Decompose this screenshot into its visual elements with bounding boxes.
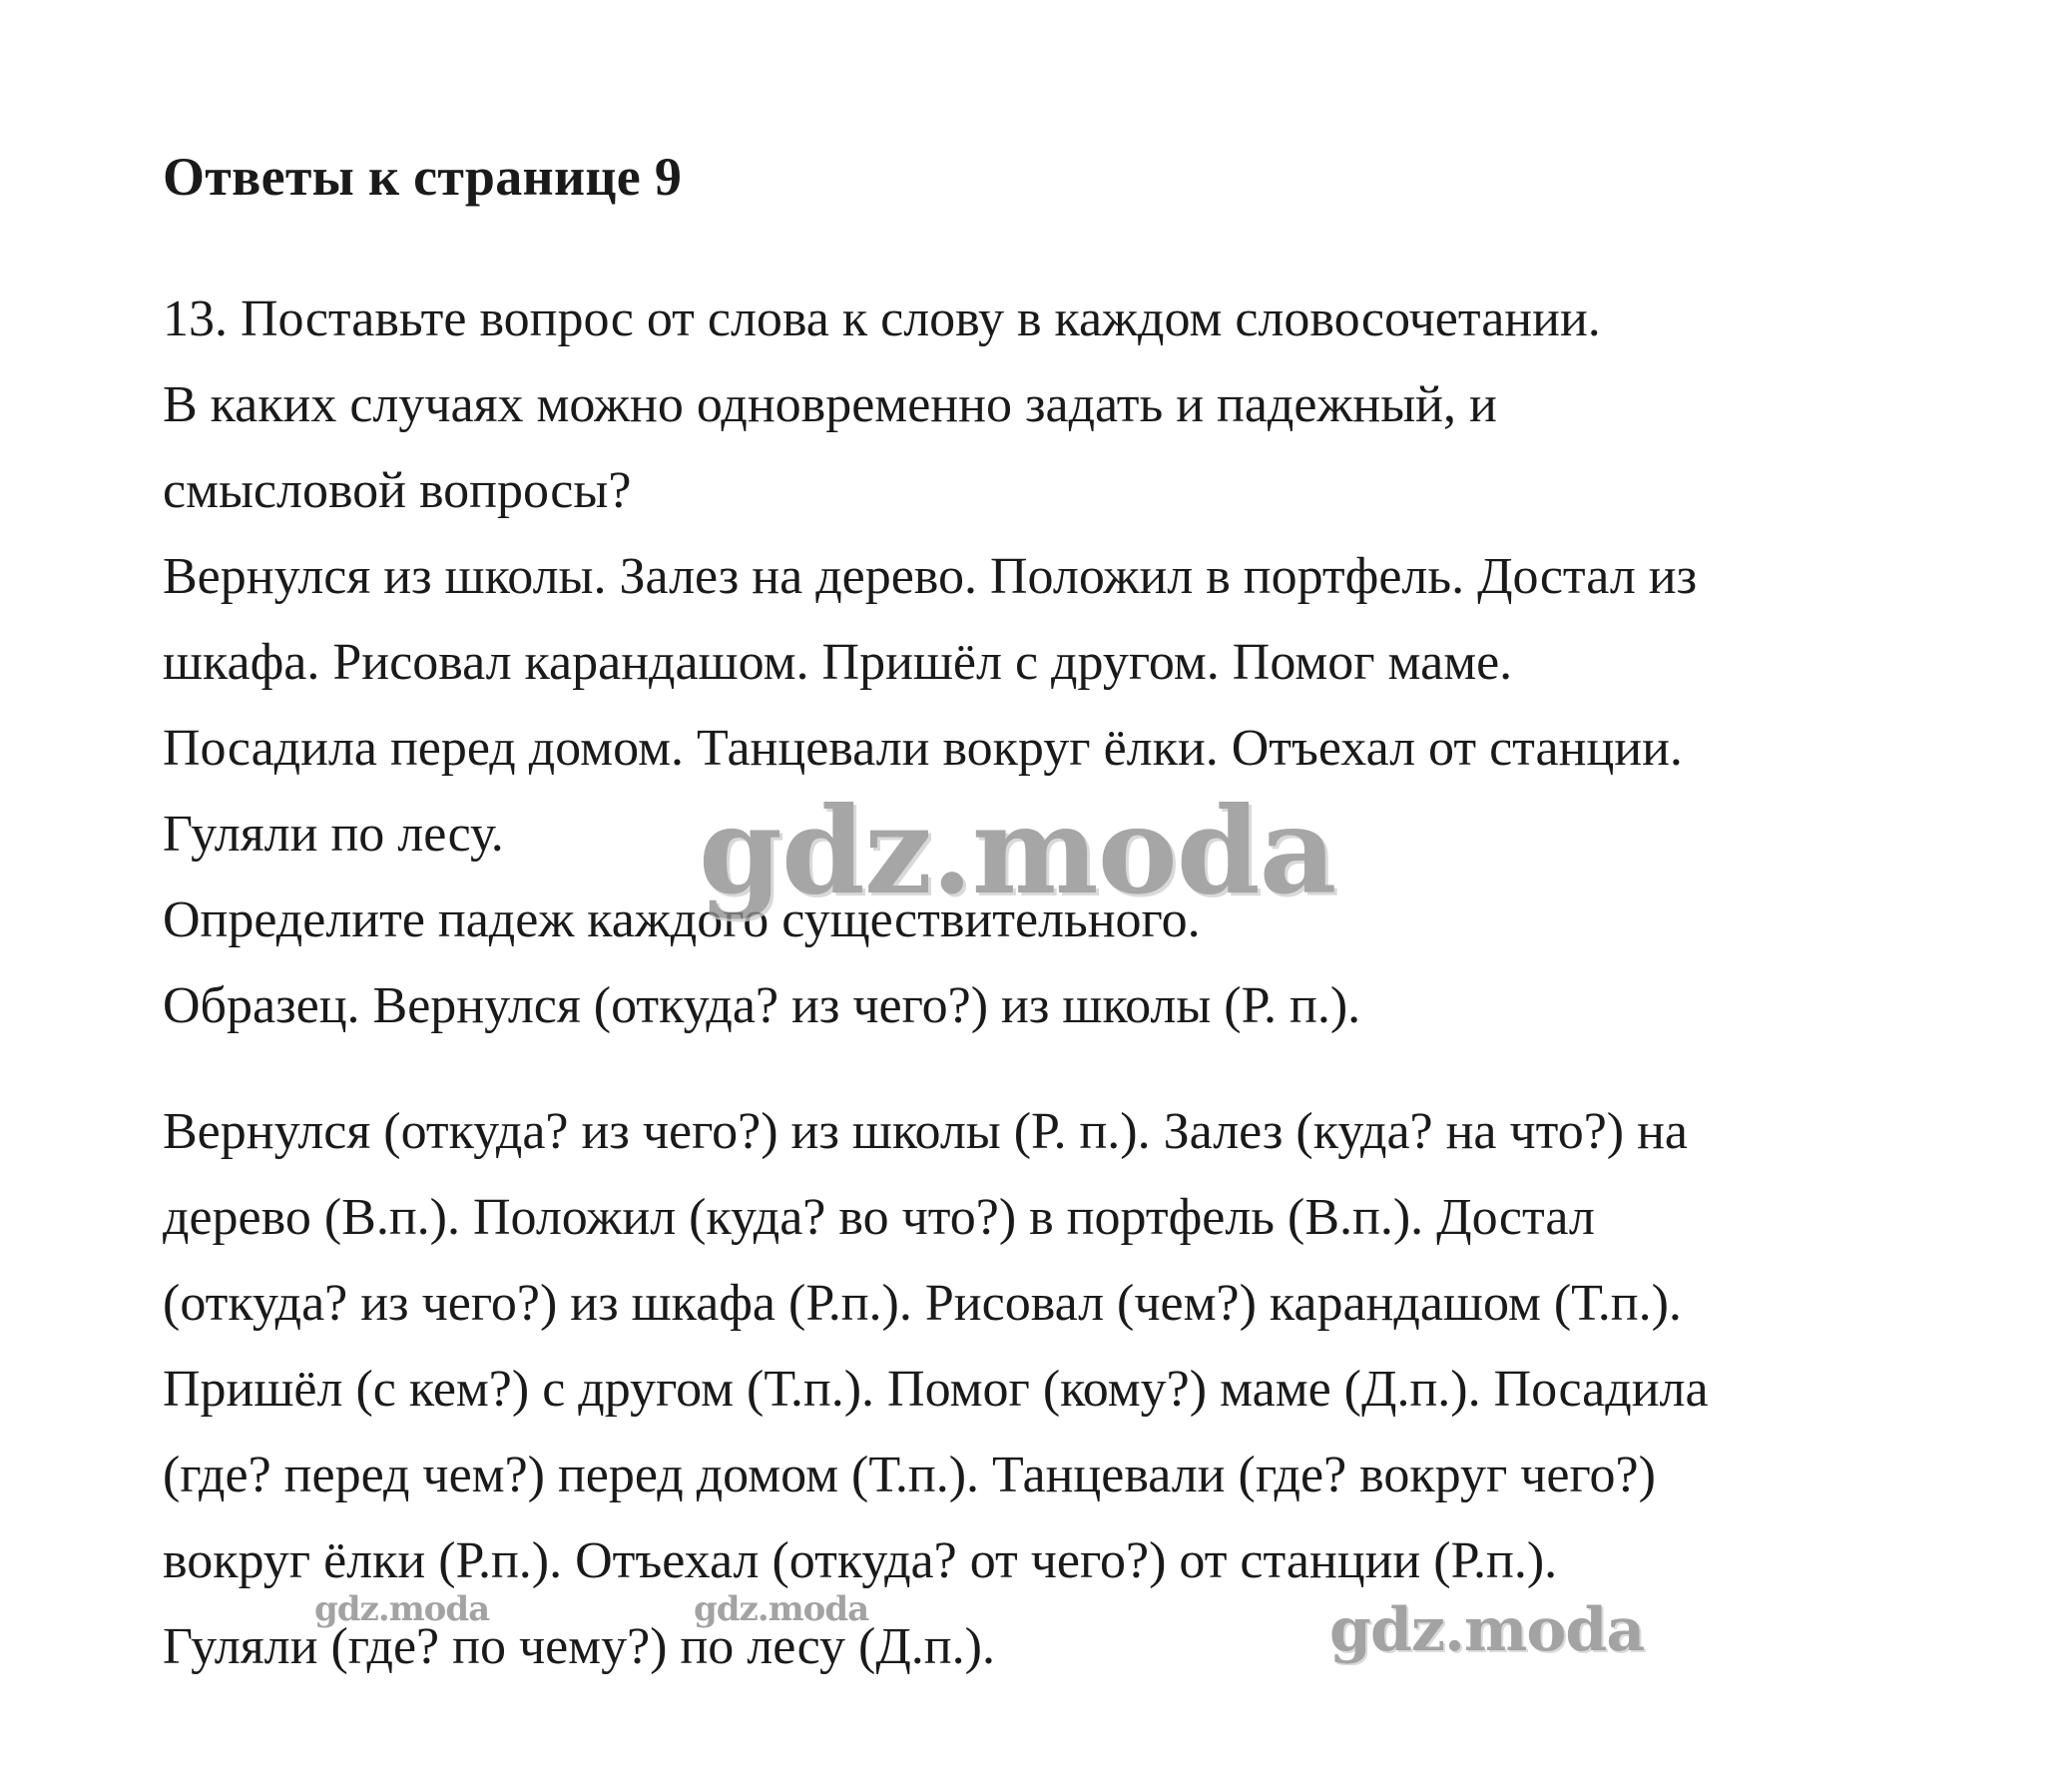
task-line: В каких случаях можно одновременно задать и падежный, и	[163, 376, 1497, 433]
watermark-medium: gdz.moda	[1329, 1595, 1645, 1665]
task-line: шкафа. Рисовал карандашом. Пришёл с другом. Помог маме.	[163, 634, 1513, 691]
task-line: Гуляли по лесу.	[163, 806, 504, 863]
task-line: Определите падеж каждого существительного.	[163, 891, 1201, 948]
page-title: Ответы к странице 9	[163, 147, 683, 207]
watermark-small: gdz.moda	[314, 1589, 490, 1629]
task-line: Вернулся из школы. Залез на дерево. Положил в портфель. Достал из	[163, 548, 1698, 605]
answer-line: Вернулся (откуда? из чего?) из школы (Р. п.). Залез (куда? на что?) на	[163, 1103, 1689, 1160]
answer-line: (где? перед чем?) перед домом (Т.п.). Танцевали (где? вокруг чего?)	[163, 1447, 1656, 1503]
answer-line: (откуда? из чего?) из шкафа (Р.п.). Рисовал (чем?) карандашом (Т.п.).	[163, 1275, 1682, 1332]
task-example-line: Образец. Вернулся (откуда? из чего?) из школы (Р. п.).	[163, 977, 1361, 1034]
task-line: 13. Поставьте вопрос от слова к слову в каждом словосочетании.	[163, 291, 1601, 347]
answer-line: Пришёл (с кем?) с другом (Т.п.). Помог (кому?) маме (Д.п.). Посадила	[163, 1361, 1709, 1418]
watermark-large: gdz.moda	[699, 781, 1336, 921]
task-line: смысловой вопросы?	[163, 462, 632, 519]
watermark-small: gdz.moda	[694, 1589, 869, 1629]
answer-line: дерево (В.п.). Положил (куда? во что?) в портфель (В.п.). Достал	[163, 1189, 1595, 1246]
answer-line: вокруг ёлки (Р.п.). Отъехал (откуда? от чего?) от станции (Р.п.).	[163, 1532, 1558, 1589]
task-line: Посадила перед домом. Танцевали вокруг ёлки. Отъехал от станции.	[163, 720, 1683, 777]
answer-line: Гуляли (где? по чему?) по лесу (Д.п.).	[163, 1618, 995, 1675]
